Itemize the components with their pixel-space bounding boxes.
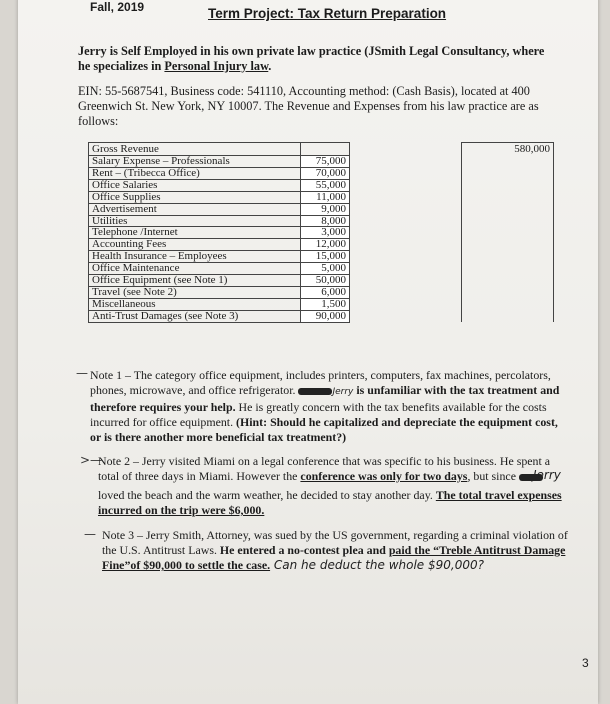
intro-text-d: . — [268, 59, 272, 73]
total-column-cell — [462, 275, 554, 287]
expense-label: Office Salaries — [89, 179, 301, 191]
expense-label: Telephone /Internet — [89, 227, 301, 239]
expense-label: Rent – (Tribecca Office) — [89, 167, 301, 179]
expense-label: Advertisement — [89, 203, 301, 215]
expense-amount: 15,000 — [301, 251, 350, 263]
total-column-cell — [462, 191, 554, 203]
expense-amount: 8,000 — [301, 215, 350, 227]
note-3 — [102, 528, 570, 573]
note-3-text-c: He entered a no-contest plea and — [219, 543, 389, 557]
total-column-cell — [462, 167, 554, 179]
handwritten-arrow-icon: >— — [80, 453, 103, 467]
table-gap — [350, 227, 462, 239]
expense-label: Miscellaneous — [89, 298, 301, 310]
business-info-text: EIN: 55-5687541, Business code: 541110, Accounting method: (Cash Basis), located at 400 Greenwich St. New York, NY 10007. — [78, 84, 530, 113]
note-2-text-e: The total travel expenses incurred on the trip were $6,000. — [98, 488, 562, 517]
table-row — [89, 203, 554, 215]
table-gap — [350, 310, 462, 322]
table-gap — [350, 191, 462, 203]
table-gap — [350, 156, 462, 168]
handwritten-jerry: Jerry — [332, 387, 354, 397]
note-2-text-a: Note 2 – Jerry visited Miami on a legal conference that was specific to his business. He spent a total of three days in Miami. However the — [98, 454, 551, 483]
expense-amount: 50,000 — [301, 275, 350, 287]
table-row — [89, 167, 554, 179]
handwritten-dash-icon: — — [76, 366, 88, 380]
expense-amount: 9,000 — [301, 203, 350, 215]
table-row — [89, 286, 554, 298]
expense-amount: 1,500 — [301, 298, 350, 310]
note-2-text-b: conference was only for two days — [300, 469, 468, 483]
table-gap — [350, 215, 462, 227]
expense-label: Travel (see Note 2) — [89, 286, 301, 298]
table-row — [89, 275, 554, 287]
table-gap — [350, 179, 462, 191]
expense-label: Office Maintenance — [89, 263, 301, 275]
expense-label: Salary Expense – Professionals — [89, 156, 301, 168]
expense-amount: 55,000 — [301, 179, 350, 191]
note-1-hint: (Hint: Should he capitalized and depreciate the equipment cost, or is there another more beneficial tax treatment?) — [90, 415, 558, 444]
expense-amount: 3,000 — [301, 227, 350, 239]
expense-amount: 5,000 — [301, 263, 350, 275]
gross-revenue-value: 580,000 — [462, 143, 554, 156]
table-gap — [350, 275, 462, 287]
total-column-cell — [462, 251, 554, 263]
total-column-cell — [462, 263, 554, 275]
intro-text-a: Jerry is Self Employed — [78, 44, 201, 58]
semester-header: Fall, 2019 — [90, 0, 145, 14]
handwritten-dash-icon-3: — — [84, 527, 96, 541]
note-2-text-c: , but since — [467, 469, 519, 483]
expense-label: Office Equipment (see Note 1) — [89, 275, 301, 287]
expense-amount: 11,000 — [301, 191, 350, 203]
table-gap — [350, 263, 462, 275]
note-3-text-d: paid the “Treble Antitrust Damage Fine”of $90,000 to settle the case. — [102, 543, 566, 572]
expense-amount: 75,000 — [301, 156, 350, 168]
expense-label: Accounting Fees — [89, 239, 301, 251]
table-row — [89, 263, 554, 275]
note-1 — [90, 368, 570, 445]
table-row — [89, 179, 554, 191]
table-gap — [350, 286, 462, 298]
page-title: Term Project: Tax Return Preparation — [208, 6, 447, 21]
table-gap — [350, 143, 462, 156]
note-3-text-b: regarding a criminal violation of the U.S. Antitrust Laws. — [102, 528, 568, 557]
intro-paragraph — [78, 44, 558, 74]
note-1-text-a: Note 1 – The category office equipment, includes printers, computers, fax machines, percolators, phones, microwave, and office refrigerator. — [90, 368, 551, 397]
business-info-paragraph — [78, 84, 568, 129]
expense-label: Utilities — [89, 215, 301, 227]
handwritten-question: Can he deduct the whole $90,000? — [270, 558, 484, 572]
table-row — [89, 310, 554, 322]
total-column-cell — [462, 239, 554, 251]
handwritten-jerry-margin: Jerry — [533, 468, 561, 482]
table-row — [89, 227, 554, 239]
expense-amount: 90,000 — [301, 310, 350, 322]
page-number: 3 — [582, 656, 589, 670]
expense-label: Health Insurance – Employees — [89, 251, 301, 263]
intro-text-b: in his own private law practice (JSmith Legal Consultancy, where he specializes in — [78, 44, 545, 73]
note-1-text-c: He is greatly concern with the tax benefits available for the costs incurred for office equipment. — [90, 400, 547, 429]
note-3-text-a: Note 3 – Jerry Smith, Attorney, was sued by the US government, — [102, 528, 411, 542]
note-1-text-b: is unfamiliar with the tax treatment and therefore requires your help. — [90, 383, 560, 414]
table-row — [89, 191, 554, 203]
table-row — [89, 298, 554, 310]
table-gap — [350, 167, 462, 179]
total-column-cell — [462, 156, 554, 168]
table-gap — [350, 239, 462, 251]
expense-label: Anti-Trust Damages (see Note 3) — [89, 310, 301, 322]
table-gap — [350, 203, 462, 215]
total-column-cell — [462, 298, 554, 310]
document-page — [18, 0, 598, 704]
redaction-mark — [298, 388, 332, 395]
table-row — [89, 156, 554, 168]
revenue-intro-text: The Revenue and Expenses from his law practice are as follows: — [78, 99, 539, 128]
total-column-cell — [462, 215, 554, 227]
expense-label: Office Supplies — [89, 191, 301, 203]
note-2-text-d: loved the beach and the warm weather, he decided to stay another day. — [98, 488, 436, 502]
gross-revenue-amount-empty — [301, 143, 350, 156]
table-row — [89, 251, 554, 263]
revenue-expense-table — [88, 142, 554, 323]
gross-revenue-label: Gross Revenue — [89, 143, 301, 156]
expense-amount: 12,000 — [301, 239, 350, 251]
intro-text-c: Personal Injury law — [164, 59, 269, 73]
table-row — [89, 239, 554, 251]
total-column-cell — [462, 227, 554, 239]
total-column-cell — [462, 310, 554, 322]
table-row — [89, 143, 554, 156]
total-column-cell — [462, 286, 554, 298]
expense-amount: 70,000 — [301, 167, 350, 179]
total-column-cell — [462, 179, 554, 191]
table-row — [89, 215, 554, 227]
total-column-cell — [462, 203, 554, 215]
table-gap — [350, 251, 462, 263]
note-2 — [98, 454, 568, 518]
table-gap — [350, 298, 462, 310]
expense-amount: 6,000 — [301, 286, 350, 298]
